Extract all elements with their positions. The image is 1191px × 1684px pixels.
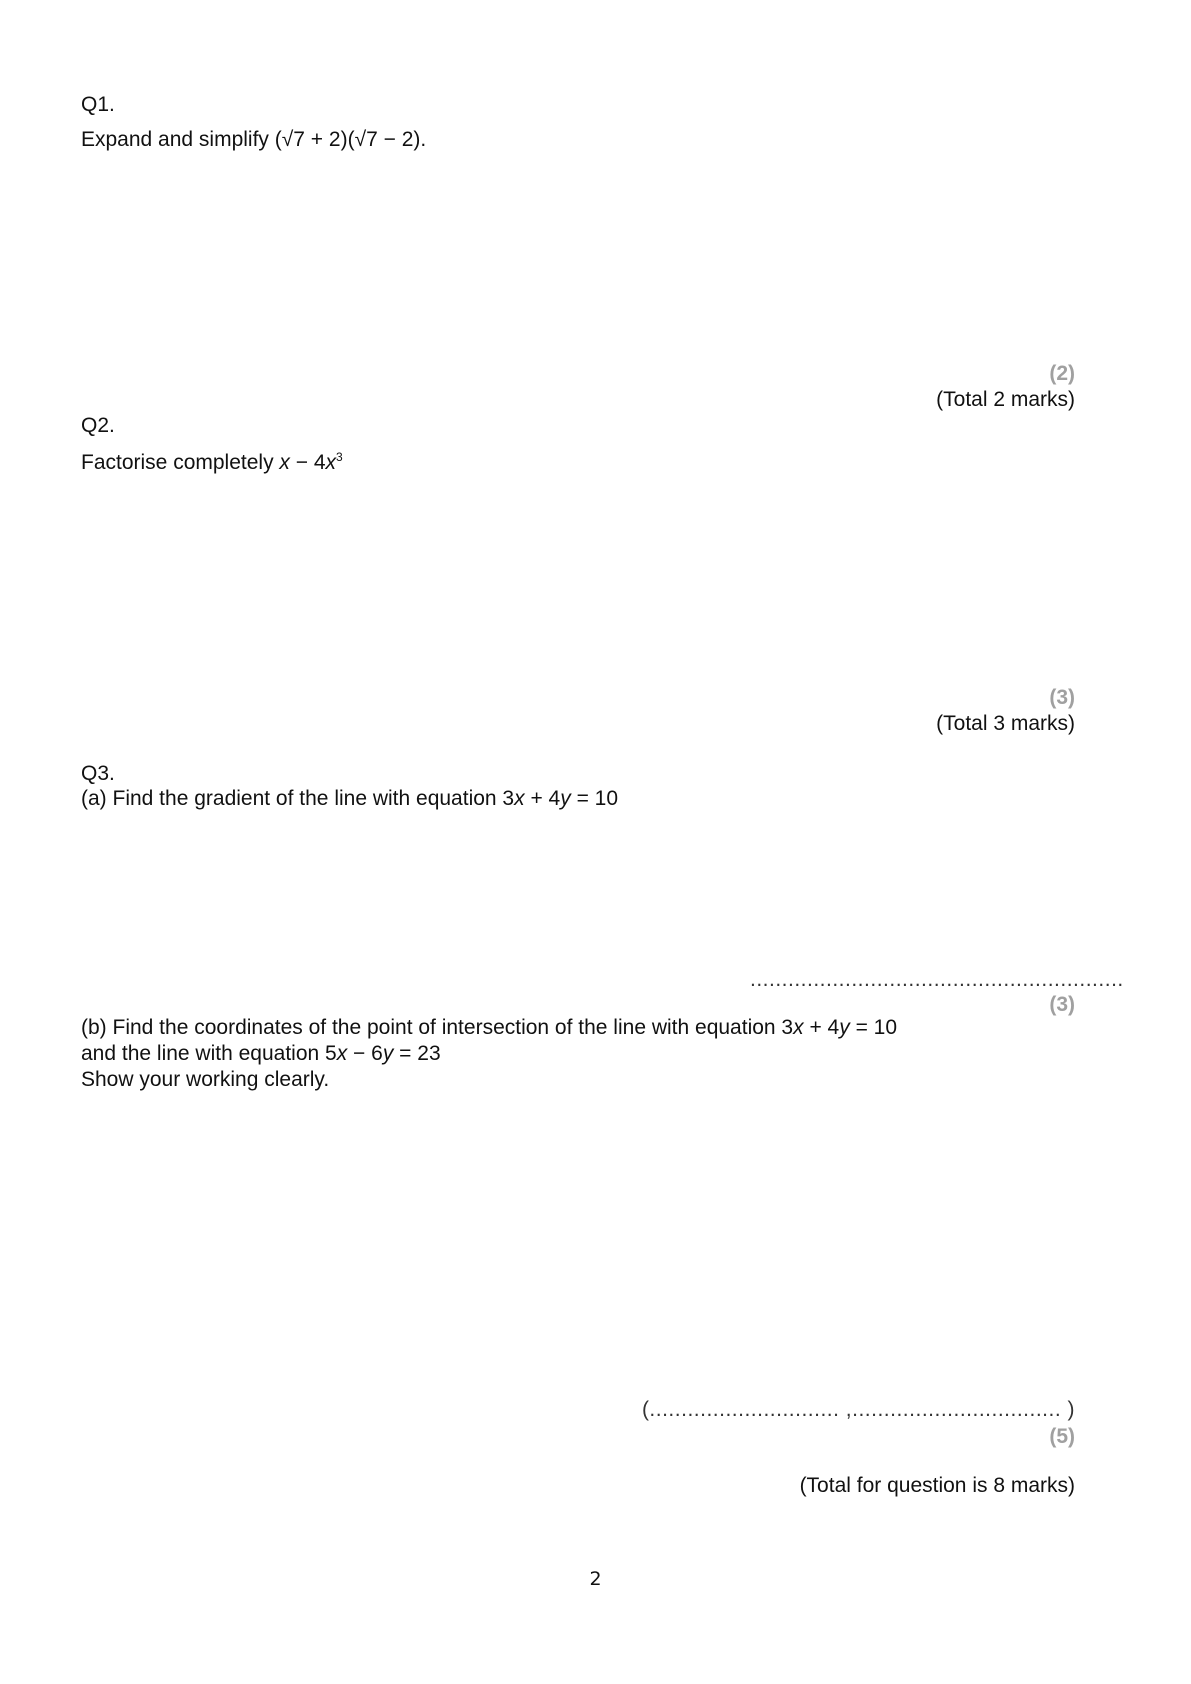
q3a-var-x: x	[514, 787, 525, 810]
q1-prompt: Expand and simplify (√7 + 2)(√7 − 2).	[81, 128, 427, 151]
q1-label: Q1.	[81, 93, 115, 116]
q3b2-var-x: x	[336, 1042, 348, 1065]
q2-label: Q2.	[81, 414, 115, 437]
q3b-mark: (5)	[1049, 1425, 1075, 1448]
q2-exponent: 3	[336, 450, 343, 464]
q3b-answer-line[interactable]: (.............................. ,................................. )	[641, 1398, 1075, 1421]
q3-part-b-line2	[81, 1042, 441, 1066]
q3a-mid: + 4	[524, 787, 561, 810]
q2-mark: (3)	[1049, 686, 1075, 709]
q2-prompt	[81, 451, 343, 475]
q3b-mid: + 4	[803, 1016, 840, 1039]
q3b2-text: and the line with equation 5	[81, 1042, 337, 1065]
q3b-end: = 10	[849, 1016, 898, 1039]
q1-mark: (2)	[1049, 362, 1075, 385]
q2-prompt-text: Factorise completely	[81, 451, 280, 474]
q3b2-end: = 23	[393, 1042, 441, 1065]
q3b2-mid: − 6	[347, 1042, 383, 1065]
q3-part-a	[81, 787, 618, 811]
q3b-var-x: x	[793, 1016, 804, 1039]
q3a-end: = 10	[570, 787, 619, 810]
q2-var-x2: x	[325, 451, 337, 474]
q3-total: (Total for question is 8 marks)	[799, 1474, 1075, 1497]
q3b2-var-y: y	[382, 1042, 394, 1065]
q3b-text: (b) Find the coordinates of the point of intersection of the line with equation 3	[81, 1016, 794, 1039]
q3b-var-y: y	[839, 1016, 850, 1039]
q2-prompt-mid: − 4	[289, 451, 326, 474]
q2-var-x: x	[279, 451, 290, 474]
q3-label: Q3.	[81, 762, 115, 785]
q3a-var-y: y	[560, 787, 571, 810]
q1-total: (Total 2 marks)	[936, 388, 1075, 411]
q3a-answer-line[interactable]: ...........................................................	[750, 968, 1124, 991]
q3a-text: (a) Find the gradient of the line with equation 3	[81, 787, 515, 810]
page-number: 2	[589, 1568, 602, 1590]
q3-part-b-line3: Show your working clearly.	[81, 1068, 330, 1091]
q2-total: (Total 3 marks)	[936, 712, 1075, 735]
q3a-mark: (3)	[1049, 993, 1075, 1016]
q3-part-b-line1	[81, 1016, 897, 1040]
